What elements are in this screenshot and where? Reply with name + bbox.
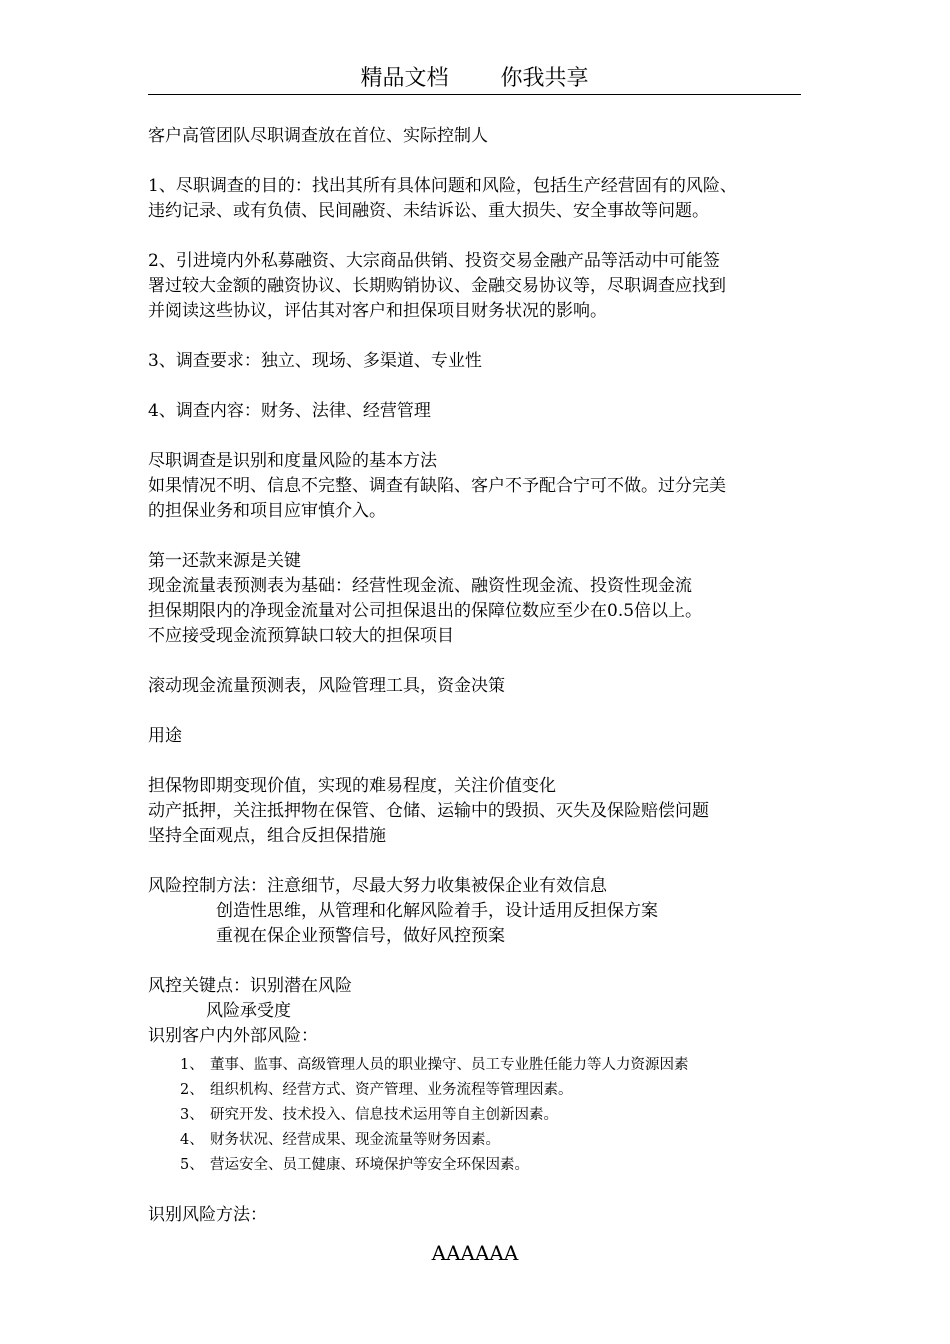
paragraph-line: 识别风险方法： [148,1205,267,1225]
paragraph-line: 3、调查要求：独立、现场、多渠道、专业性 [148,351,482,371]
header-right-text: 你我共享 [500,66,589,91]
paragraph-line: 违约记录、或有负债、民间融资、未结诉讼、重大损失、安全事故等问题。 [148,201,709,221]
list-item [148,1078,808,1103]
list-item [148,1103,808,1128]
paragraph-line: 并阅读这些协议，评估其对客户和担保项目财务状况的影响。 [148,301,607,321]
paragraph-line: 动产抵押，关注抵押物在保管、仓储、运输中的毁损、灭失及保险赔偿问题 [148,801,709,821]
paragraph-line: 坚持全面观点，组合反担保措施 [148,826,386,846]
paragraph-line: 滚动现金流量预测表，风险管理工具，资金决策 [148,676,505,696]
risk-factor-list [148,1053,808,1178]
paragraph-line: 用途 [148,726,182,746]
paragraph-line-indented: 风险承受度 [206,1001,291,1021]
paragraph-line: 现金流量表预测表为基础：经营性现金流、融资性现金流、投资性现金流 [148,576,692,596]
paragraph-line: 担保期限内的净现金流量对公司担保退出的保障位数应至少在0.5倍以上。 [148,601,703,621]
paragraph-line: 1、尽职调查的目的：找出其所有具体问题和风险，包括生产经营固有的风险、 [148,176,737,196]
paragraph-line: 尽职调查是识别和度量风险的基本方法 [148,451,437,471]
list-item-text: 财务状况、经营成果、现金流量等财务因素。 [210,1132,500,1148]
list-item-text: 董事、监事、高级管理人员的职业操守、员工专业胜任能力等人力资源因素 [210,1057,689,1073]
paragraph-line: 署过较大金额的融资协议、长期购销协议、金融交易协议等，尽职调查应找到 [148,276,726,296]
paragraph-intro: 客户高管团队尽职调查放在首位、实际控制人 [148,126,488,146]
list-item-number: 4、 [180,1132,204,1148]
list-item-number: 1、 [180,1057,204,1073]
page-footer: AAAAAA [431,1241,519,1265]
list-item [148,1153,808,1178]
paragraph-line: 识别客户内外部风险： [148,1026,318,1046]
list-item-number: 3、 [180,1107,204,1123]
list-item-text: 营运安全、员工健康、环境保护等安全环保因素。 [210,1157,529,1173]
list-item [148,1128,808,1153]
header-left-text: 精品文档 [360,66,449,91]
paragraph-line: 风控关键点：识别潜在风险 [148,976,352,996]
paragraph-line: 风险控制方法：注意细节，尽最大努力收集被保企业有效信息 [148,876,607,896]
list-item-number: 5、 [180,1157,204,1173]
paragraph-line: 不应接受现金流预算缺口较大的担保项目 [148,626,454,646]
paragraph-line: 担保物即期变现价值，实现的难易程度，关注价值变化 [148,776,556,796]
document-body [148,124,808,1228]
paragraph-line: 2、引进境内外私募融资、大宗商品供销、投资交易金融产品等活动中可能签 [148,251,720,271]
paragraph-line: 如果情况不明、信息不完整、调查有缺陷、客户不予配合宁可不做。过分完美 [148,476,726,496]
paragraph-line-indented: 重视在保企业预警信号，做好风控预案 [216,926,505,946]
paragraph-line-indented: 创造性思维，从管理和化解风险着手，设计适用反担保方案 [216,901,658,921]
list-item-text: 研究开发、技术投入、信息技术运用等自主创新因素。 [210,1107,558,1123]
paragraph-line: 的担保业务和项目应审慎介入。 [148,501,386,521]
list-item-number: 2、 [180,1082,204,1098]
list-item-text: 组织机构、经营方式、资产管理、业务流程等管理因素。 [210,1082,573,1098]
paragraph-line: 4、调查内容：财务、法律、经营管理 [148,401,431,421]
list-item [148,1053,808,1078]
page-header [148,64,801,95]
paragraph-line: 第一还款来源是关键 [148,551,301,571]
